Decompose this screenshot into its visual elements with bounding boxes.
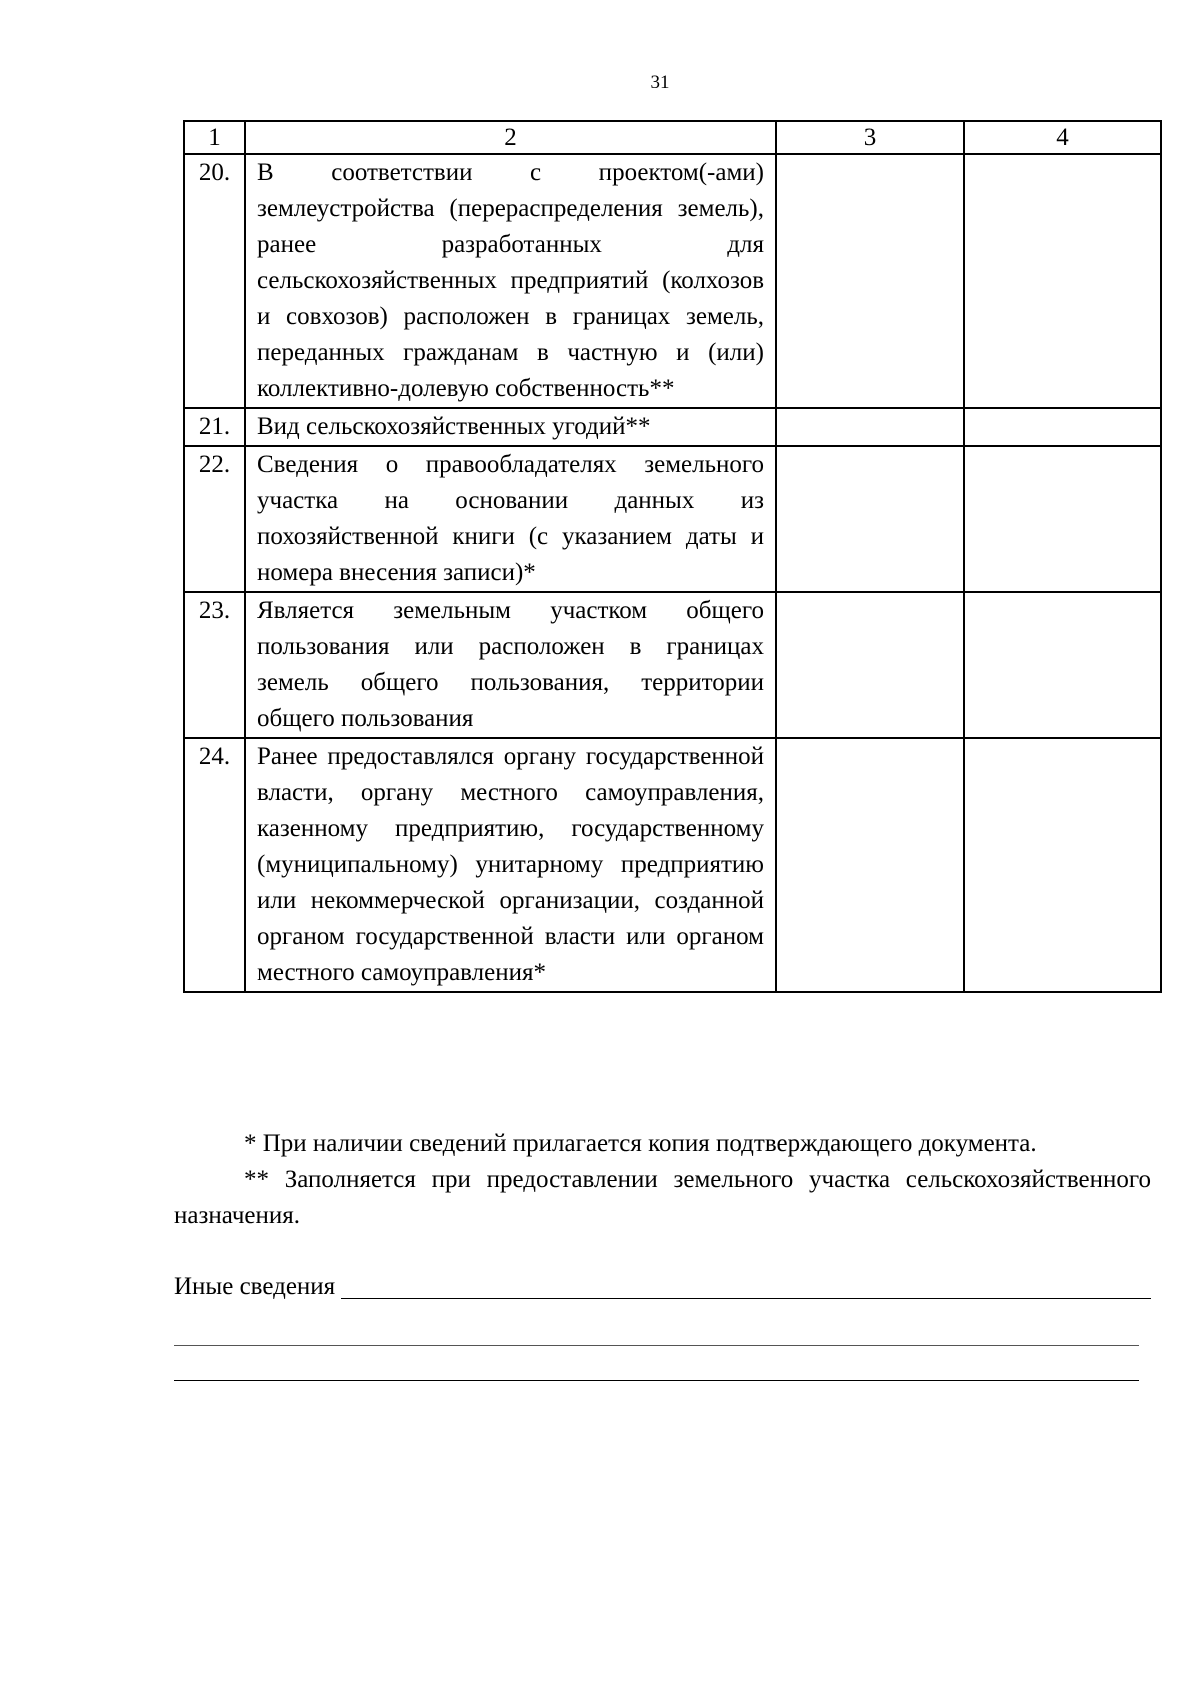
other-info-fill-line-3[interactable] <box>174 1380 1139 1381</box>
header-col-4: 4 <box>964 121 1161 154</box>
footnote-double-asterisk: ** Заполняется при предоставлении земельного участка сельскохозяйственного назначения. <box>174 1166 1151 1229</box>
other-info-section <box>174 1268 1151 1305</box>
row-description: В соответствии с проектом(-ами) землеустройства (перераспределения земель), ранее разработанных для сельскохозяйственных предприятий (колхозов и совхозов) расположен в границах земель, переданных гражданам в частную и (или) коллективно-долевую собственность** <box>245 154 776 408</box>
row-value-col3[interactable] <box>776 446 964 592</box>
footnote-single-asterisk: * При наличии сведений прилагается копия подтверждающего документа. <box>244 1130 1037 1157</box>
row-value-col4[interactable] <box>964 446 1161 592</box>
table-header-row <box>184 121 1161 154</box>
row-number: 23. <box>184 592 245 738</box>
header-col-3: 3 <box>776 121 964 154</box>
row-description: Вид сельскохозяйственных угодий** <box>245 408 776 446</box>
row-number: 24. <box>184 738 245 992</box>
row-value-col3[interactable] <box>776 592 964 738</box>
row-value-col4[interactable] <box>964 154 1161 408</box>
row-description: Ранее предоставлялся органу государственной власти, органу местного самоуправления, казенному предприятию, государственному (муниципальному) унитарному предприятию или некоммерческой организации, созданной органом государственной власти или органом местного самоуправления* <box>245 738 776 992</box>
page-number: 31 <box>650 72 670 93</box>
header-col-2: 2 <box>245 121 776 154</box>
row-value-col4[interactable] <box>964 592 1161 738</box>
other-info-fill-line-1[interactable] <box>341 1268 1151 1299</box>
other-info-label: Иные сведения <box>174 1273 336 1300</box>
row-value-col3[interactable] <box>776 408 964 446</box>
footnotes <box>174 1126 1151 1234</box>
header-col-1: 1 <box>184 121 245 154</box>
row-number: 20. <box>184 154 245 408</box>
table-row <box>184 738 1161 992</box>
table-row <box>184 592 1161 738</box>
other-info-fill-line-2[interactable] <box>174 1345 1139 1346</box>
row-value-col3[interactable] <box>776 738 964 992</box>
table-row <box>184 408 1161 446</box>
row-value-col4[interactable] <box>964 738 1161 992</box>
row-description: Сведения о правообладателях земельного участка на основании данных из похозяйственной книги (с указанием даты и номера внесения записи)* <box>245 446 776 592</box>
row-description: Является земельным участком общего пользования или расположен в границах земель общего пользования, территории общего пользования <box>245 592 776 738</box>
row-number: 22. <box>184 446 245 592</box>
table-row <box>184 154 1161 408</box>
table-row <box>184 446 1161 592</box>
row-value-col3[interactable] <box>776 154 964 408</box>
row-number: 21. <box>184 408 245 446</box>
form-table <box>183 120 1162 993</box>
row-value-col4[interactable] <box>964 408 1161 446</box>
